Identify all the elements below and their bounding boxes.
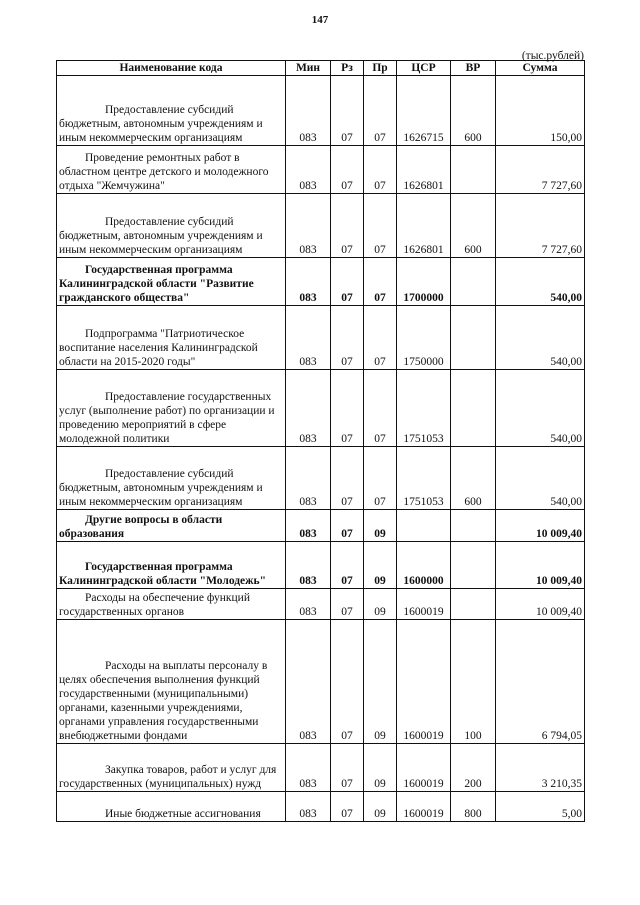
row-name: Предоставление государственных услуг (выполнение работ) по организации и проведению мероприятий в сфере молодежной политики bbox=[57, 370, 286, 447]
row-vr: 100 bbox=[451, 620, 496, 744]
row-name: Расходы на выплаты персоналу в целях обеспечения выполнения функций государственными (муниципальными) органами, казенными учреждениями, органами управления государственными внебюджетными фондами bbox=[57, 620, 286, 744]
row-min: 083 bbox=[286, 370, 331, 447]
row-rz: 07 bbox=[331, 146, 364, 194]
row-min: 083 bbox=[286, 194, 331, 258]
row-name: Расходы на обеспечение функций государственных органов bbox=[57, 589, 286, 620]
row-csr: 1700000 bbox=[397, 258, 451, 306]
col-header-min: Мин bbox=[286, 61, 331, 76]
table-row bbox=[57, 792, 585, 822]
row-name: Предоставление субсидий бюджетным, автономным учреждениям и иным некоммерческим организациям bbox=[57, 76, 286, 146]
row-name: Предоставление субсидий бюджетным, автономным учреждениям и иным некоммерческим организациям bbox=[57, 194, 286, 258]
row-rz: 07 bbox=[331, 589, 364, 620]
row-min: 083 bbox=[286, 76, 331, 146]
row-vr: 600 bbox=[451, 76, 496, 146]
row-rz: 07 bbox=[331, 744, 364, 792]
row-min: 083 bbox=[286, 258, 331, 306]
row-pr: 09 bbox=[364, 589, 397, 620]
row-min: 083 bbox=[286, 792, 331, 822]
row-vr bbox=[451, 306, 496, 370]
row-rz: 07 bbox=[331, 194, 364, 258]
row-vr: 200 bbox=[451, 744, 496, 792]
budget-table bbox=[56, 60, 585, 822]
col-header-csr: ЦСР bbox=[397, 61, 451, 76]
row-rz: 07 bbox=[331, 306, 364, 370]
row-vr bbox=[451, 510, 496, 542]
table-row bbox=[57, 744, 585, 792]
row-sum: 7 727,60 bbox=[496, 146, 585, 194]
table-header-row bbox=[57, 61, 585, 76]
row-pr: 07 bbox=[364, 370, 397, 447]
row-sum: 540,00 bbox=[496, 447, 585, 510]
row-vr bbox=[451, 589, 496, 620]
row-csr: 1600019 bbox=[397, 620, 451, 744]
col-header-rz: Рз bbox=[331, 61, 364, 76]
row-sum: 540,00 bbox=[496, 370, 585, 447]
col-header-sum: Сумма bbox=[496, 61, 585, 76]
row-sum: 540,00 bbox=[496, 306, 585, 370]
row-min: 083 bbox=[286, 510, 331, 542]
row-vr: 600 bbox=[451, 447, 496, 510]
row-sum: 5,00 bbox=[496, 792, 585, 822]
row-name: Закупка товаров, работ и услуг для государственных (муниципальных) нужд bbox=[57, 744, 286, 792]
table-row bbox=[57, 194, 585, 258]
row-rz: 07 bbox=[331, 447, 364, 510]
table-row bbox=[57, 370, 585, 447]
row-min: 083 bbox=[286, 447, 331, 510]
table-row bbox=[57, 76, 585, 146]
row-vr bbox=[451, 370, 496, 447]
col-header-name: Наименование кода bbox=[57, 61, 286, 76]
row-sum: 150,00 bbox=[496, 76, 585, 146]
row-vr: 800 bbox=[451, 792, 496, 822]
row-vr: 600 bbox=[451, 194, 496, 258]
row-name: Проведение ремонтных работ в областном центре детского и молодежного отдыха "Жемчужина" bbox=[57, 146, 286, 194]
row-pr: 09 bbox=[364, 792, 397, 822]
units-label: (тыс.рублей) bbox=[521, 50, 584, 62]
row-csr: 1600019 bbox=[397, 792, 451, 822]
row-min: 083 bbox=[286, 146, 331, 194]
row-sum: 7 727,60 bbox=[496, 194, 585, 258]
table-row bbox=[57, 510, 585, 542]
row-csr: 1600019 bbox=[397, 589, 451, 620]
row-pr: 09 bbox=[364, 510, 397, 542]
col-header-vr: ВР bbox=[451, 61, 496, 76]
row-min: 083 bbox=[286, 542, 331, 589]
table-row bbox=[57, 620, 585, 744]
row-pr: 07 bbox=[364, 447, 397, 510]
row-csr: 1750000 bbox=[397, 306, 451, 370]
row-min: 083 bbox=[286, 620, 331, 744]
row-sum: 10 009,40 bbox=[496, 589, 585, 620]
row-rz: 07 bbox=[331, 510, 364, 542]
row-csr: 1751053 bbox=[397, 370, 451, 447]
row-pr: 07 bbox=[364, 194, 397, 258]
row-sum: 6 794,05 bbox=[496, 620, 585, 744]
row-rz: 07 bbox=[331, 370, 364, 447]
row-csr bbox=[397, 510, 451, 542]
row-vr bbox=[451, 542, 496, 589]
row-csr: 1626801 bbox=[397, 194, 451, 258]
row-name: Предоставление субсидий бюджетным, автономным учреждениям и иным некоммерческим организациям bbox=[57, 447, 286, 510]
row-pr: 07 bbox=[364, 76, 397, 146]
row-min: 083 bbox=[286, 306, 331, 370]
row-vr bbox=[451, 146, 496, 194]
row-pr: 07 bbox=[364, 306, 397, 370]
row-csr: 1600019 bbox=[397, 744, 451, 792]
table-row bbox=[57, 306, 585, 370]
row-pr: 09 bbox=[364, 542, 397, 589]
row-pr: 07 bbox=[364, 146, 397, 194]
row-rz: 07 bbox=[331, 792, 364, 822]
row-vr bbox=[451, 258, 496, 306]
row-sum: 3 210,35 bbox=[496, 744, 585, 792]
table-row bbox=[57, 542, 585, 589]
row-name: Другие вопросы в области образования bbox=[57, 510, 286, 542]
row-rz: 07 bbox=[331, 620, 364, 744]
row-sum: 10 009,40 bbox=[496, 542, 585, 589]
row-csr: 1751053 bbox=[397, 447, 451, 510]
table-row bbox=[57, 258, 585, 306]
row-name: Подпрограмма "Патриотическое воспитание населения Калининградской области на 2015-2020 годы" bbox=[57, 306, 286, 370]
row-pr: 09 bbox=[364, 620, 397, 744]
row-sum: 10 009,40 bbox=[496, 510, 585, 542]
row-rz: 07 bbox=[331, 258, 364, 306]
col-header-pr: Пр bbox=[364, 61, 397, 76]
row-name: Государственная программа Калининградской области "Молодежь" bbox=[57, 542, 286, 589]
row-csr: 1626801 bbox=[397, 146, 451, 194]
table-row bbox=[57, 447, 585, 510]
table-row bbox=[57, 146, 585, 194]
row-rz: 07 bbox=[331, 542, 364, 589]
row-csr: 1626715 bbox=[397, 76, 451, 146]
row-pr: 09 bbox=[364, 744, 397, 792]
table-row bbox=[57, 589, 585, 620]
row-min: 083 bbox=[286, 744, 331, 792]
row-sum: 540,00 bbox=[496, 258, 585, 306]
row-name: Иные бюджетные ассигнования bbox=[57, 792, 286, 822]
row-rz: 07 bbox=[331, 76, 364, 146]
page-number: 147 bbox=[311, 14, 329, 26]
row-name: Государственная программа Калининградской области "Развитие гражданского общества" bbox=[57, 258, 286, 306]
row-pr: 07 bbox=[364, 258, 397, 306]
row-csr: 1600000 bbox=[397, 542, 451, 589]
row-min: 083 bbox=[286, 589, 331, 620]
